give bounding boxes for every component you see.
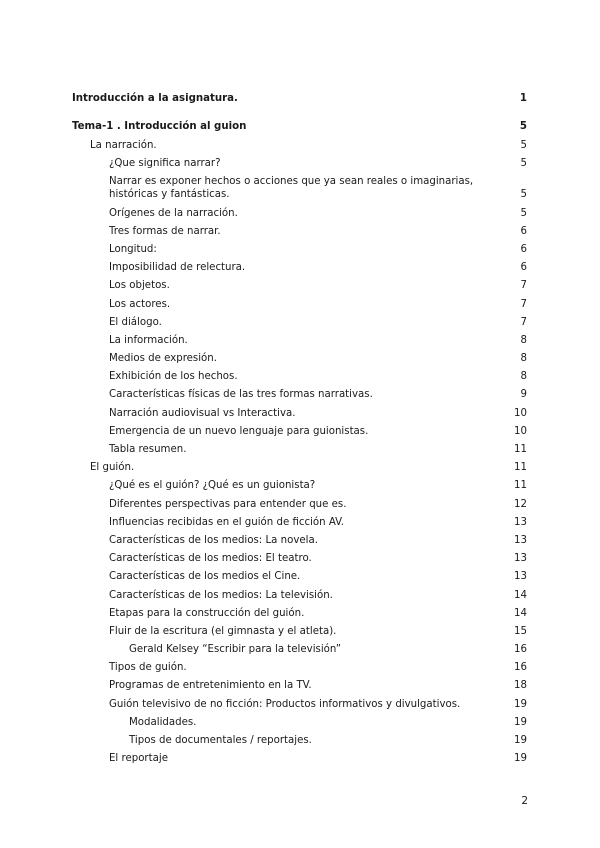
toc-entry-page: 10: [514, 407, 527, 419]
toc-entry-page: 11: [514, 462, 527, 474]
toc-entry-page: 19: [514, 735, 527, 746]
toc-entry[interactable]: [72, 316, 527, 329]
toc-entry[interactable]: [72, 498, 527, 511]
toc-entry-title: Imposibilidad de relectura.: [109, 262, 246, 274]
toc-entry-title: Características de los medios el Cine.: [109, 571, 301, 583]
toc-entry[interactable]: [72, 334, 527, 347]
toc-entry-title: Narración audiovisual vs Interactiva.: [109, 407, 296, 419]
toc-entry-page: 16: [514, 662, 527, 674]
toc-entry-title: Introducción a la asignatura.: [72, 93, 238, 104]
toc-entry-title: Medios de expresión.: [109, 353, 217, 365]
toc-entry[interactable]: [72, 120, 527, 133]
toc-entry-page: 5: [520, 140, 527, 151]
toc-entry-page: 18: [514, 680, 527, 692]
toc-entry-title: Características físicas de las tres formas narrativas.: [109, 389, 373, 401]
toc-entry[interactable]: [72, 407, 527, 420]
table-of-contents: [72, 92, 527, 770]
toc-entry-page: 5: [520, 189, 527, 201]
toc-entry-title: ¿Que significa narrar?: [109, 158, 221, 170]
toc-entry-page: 19: [514, 753, 527, 765]
toc-entry-page: 7: [520, 298, 527, 310]
toc-entry-title: La información.: [109, 334, 188, 346]
toc-entry-title: Fluir de la escritura (el gimnasta y el atleta).: [109, 625, 337, 637]
toc-entry[interactable]: [72, 534, 527, 547]
toc-entry[interactable]: [72, 425, 527, 438]
toc-entry[interactable]: [72, 279, 527, 292]
toc-entry-title: Narrar es exponer hechos o acciones que ya sean reales o imaginarias, históricas y fantásticas.: [109, 176, 474, 201]
toc-entry[interactable]: [72, 734, 527, 747]
toc-entry[interactable]: [72, 643, 527, 656]
toc-entry-title: El guión.: [90, 462, 135, 474]
toc-entry-title: Programas de entretenimiento en la TV.: [109, 680, 312, 692]
toc-entry[interactable]: [72, 752, 527, 765]
toc-entry-page: 9: [520, 389, 527, 401]
toc-entry[interactable]: [72, 243, 527, 256]
toc-entry[interactable]: [72, 661, 527, 674]
toc-entry-page: 6: [520, 262, 527, 274]
toc-entry-title: El diálogo.: [109, 316, 162, 328]
toc-entry-page: 5: [519, 121, 527, 132]
toc-entry-title: Características de los medios: El teatro.: [109, 553, 312, 565]
toc-entry[interactable]: [72, 716, 527, 729]
toc-entry-page: 16: [514, 644, 527, 656]
toc-entry[interactable]: [72, 479, 527, 492]
toc-entry-title: Guión televisivo de no ficción: Productos informativos y divulgativos.: [109, 698, 461, 710]
toc-entry-page: 14: [514, 589, 527, 601]
toc-entry[interactable]: [72, 679, 527, 692]
toc-entry[interactable]: [72, 175, 527, 201]
toc-entry[interactable]: [72, 461, 527, 474]
toc-entry-title: Tabla resumen.: [109, 444, 187, 455]
toc-entry-page: 15: [514, 625, 527, 637]
toc-entry[interactable]: [72, 589, 527, 602]
toc-entry-page: 19: [514, 698, 527, 710]
toc-entry[interactable]: [72, 570, 527, 583]
toc-entry-page: 8: [520, 334, 527, 346]
toc-entry-page: 5: [520, 158, 527, 170]
toc-entry[interactable]: [72, 388, 527, 401]
toc-entry[interactable]: [72, 298, 527, 311]
toc-entry-page: 6: [520, 243, 527, 255]
toc-entry-title: Tipos de documentales / reportajes.: [129, 735, 312, 746]
toc-entry[interactable]: [72, 625, 527, 638]
toc-entry-title: Exhibición de los hechos.: [109, 371, 238, 383]
toc-entry-page: 19: [514, 716, 527, 728]
toc-entry[interactable]: [72, 370, 527, 383]
toc-entry-page: 12: [514, 498, 527, 510]
toc-entry-title: ¿Qué es el guión? ¿Qué es un guionista?: [109, 480, 316, 492]
toc-entry-title: Los actores.: [109, 298, 171, 310]
toc-entry-page: 1: [519, 93, 527, 104]
toc-entry-title: Tipos de guión.: [109, 662, 187, 674]
toc-entry[interactable]: [72, 92, 527, 105]
toc-entry-title: Los objetos.: [109, 280, 170, 292]
toc-entry-page: 13: [514, 516, 527, 528]
toc-entry-page: 8: [520, 353, 527, 365]
toc-entry-title: Diferentes perspectivas para entender que es.: [109, 498, 347, 510]
toc-entry[interactable]: [72, 552, 527, 565]
toc-entry-title: Modalidades.: [129, 716, 197, 728]
toc-entry-title: Longitud:: [109, 243, 157, 255]
toc-entry-title: Tres formas de narrar.: [109, 225, 221, 237]
toc-entry[interactable]: [72, 139, 527, 152]
toc-entry-title: Características de los medios: La novela.: [109, 534, 318, 546]
toc-entry-page: 13: [514, 571, 527, 583]
toc-entry-page: 8: [520, 371, 527, 383]
toc-entry-title: Gerald Kelsey “Escribir para la televisión”: [129, 644, 342, 656]
toc-entry[interactable]: [72, 443, 527, 456]
toc-entry-page: 11: [514, 480, 527, 492]
toc-entry[interactable]: [72, 157, 527, 170]
toc-entry-page: 13: [514, 553, 527, 565]
toc-entry-page: 10: [514, 425, 527, 437]
toc-entry-page: 6: [520, 225, 527, 237]
toc-entry-title: Tema-1 . Introducción al guion: [72, 121, 247, 132]
toc-entry-title: Orígenes de la narración.: [109, 207, 238, 219]
toc-entry[interactable]: [72, 607, 527, 620]
toc-entry[interactable]: [72, 516, 527, 529]
toc-entry-title: Emergencia de un nuevo lenguaje para guionistas.: [109, 425, 369, 437]
toc-entry[interactable]: [72, 352, 527, 365]
toc-entry-title: La narración.: [90, 140, 157, 151]
toc-entry[interactable]: [72, 207, 527, 220]
toc-entry[interactable]: [72, 261, 527, 274]
toc-entry-title: El reportaje: [109, 753, 168, 765]
toc-entry-page: 11: [514, 444, 527, 455]
toc-entry[interactable]: [72, 225, 527, 238]
toc-entry-page: 7: [520, 280, 527, 292]
toc-entry-title: Características de los medios: La televisión.: [109, 589, 333, 601]
toc-entry[interactable]: [72, 698, 527, 711]
page-number: 2: [521, 795, 528, 807]
toc-entry-page: 14: [514, 607, 527, 619]
toc-entry-page: 7: [520, 316, 527, 328]
toc-entry-page: 5: [520, 207, 527, 219]
toc-entry-page: 13: [514, 534, 527, 546]
toc-entry-title: Influencias recibidas en el guión de ficción AV.: [109, 516, 345, 528]
toc-entry-title: Etapas para la construcción del guión.: [109, 607, 305, 619]
